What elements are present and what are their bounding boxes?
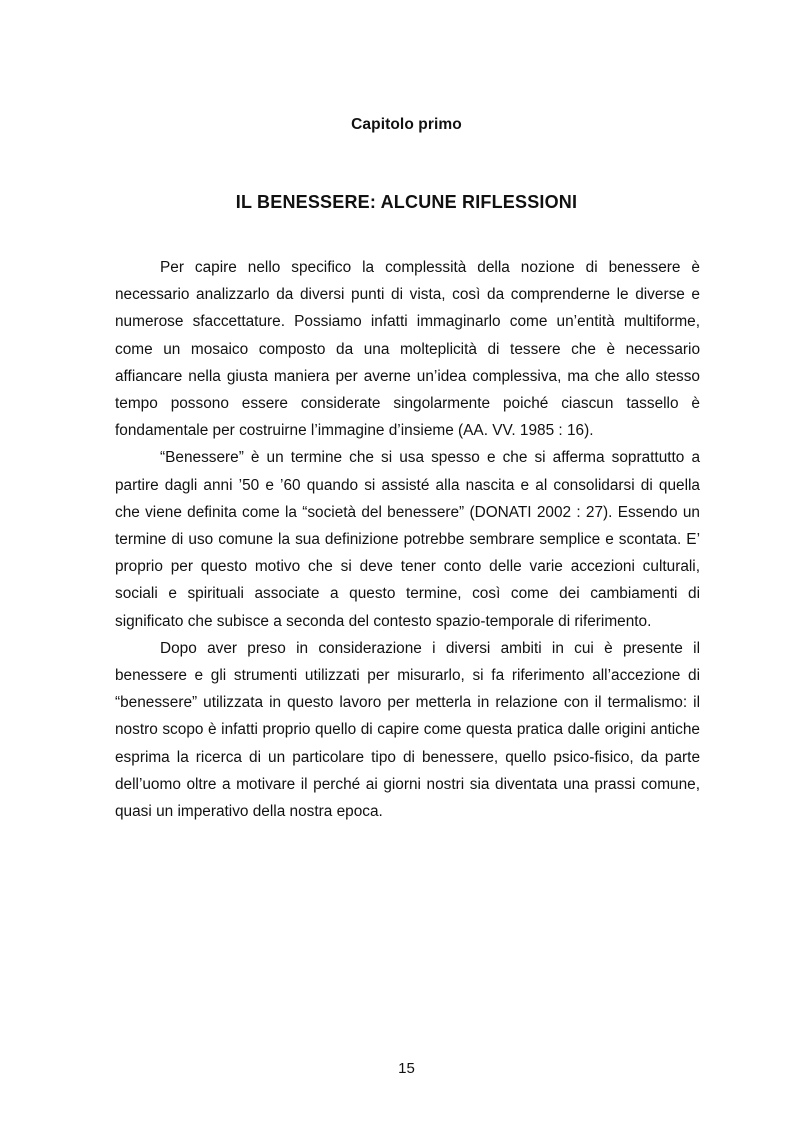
paragraph: Dopo aver preso in considerazione i diversi ambiti in cui è presente il benessere e gli strumenti utilizzati per misurarlo, si fa riferimento all’accezione di “benessere” utilizzata in questo lavoro per metterla in relazione con il termalismo: il nostro scopo è infatti proprio quello di capire come questa pratica dalle origini antiche esprima la ricerca di un particolare tipo di benessere, quello psico-fisico, da parte dell’uomo oltre a motivare il perché ai giorni nostri sia diventata una prassi comune, quasi un imperativo della nostra epoca. <box>115 639 700 821</box>
paragraph: Per capire nello specifico la complessità della nozione di benessere è necessario analizzarlo da diversi punti di vista, così da comprenderne le diverse e numerose sfaccettature. Possiamo infatti immaginarlo come un’entità multiforme, come un mosaico composto da una molteplicità di tessere che è necessario affiancare nella giusta maniera per averne un’idea complessiva, ma che allo stesso tempo possono essere considerate singolarmente poiché ciascun tassello è fondamentale per costruirne l’immagine d’insieme (AA. VV. 1985 : 16). <box>115 259 700 440</box>
chapter-title: IL BENESSERE: ALCUNE RIFLESSIONI <box>235 192 578 212</box>
body-text <box>115 254 700 825</box>
chapter-label: Capitolo primo <box>351 116 462 133</box>
page-number: 15 <box>398 1060 415 1077</box>
paragraph: “Benessere” è un termine che si usa spesso e che si afferma soprattutto a partire dagli anni ’50 e ’60 quando si assisté alla nascita e al consolidarsi di quella che viene definita come la “società del benessere” (DONATI 2002 : 27). Essendo un termine di uso comune la sua definizione potrebbe sembrare semplice e scontata. E’ proprio per questo motivo che si deve tener conto delle varie accezioni culturali, sociali e spirituali associate a questo termine, così come dei cambiamenti di significato che subisce a seconda del contesto spazio-temporale di riferimento. <box>115 449 700 630</box>
